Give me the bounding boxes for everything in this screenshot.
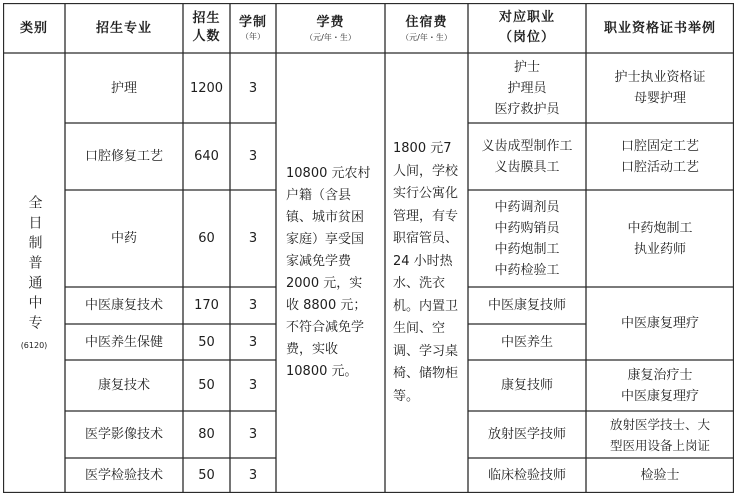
table-row-certs: 中医康复理疗 xyxy=(620,316,699,331)
table-row-major: 中药 xyxy=(110,231,137,246)
table-row-certs: 护士执业资格证 母婴护理 xyxy=(614,70,706,106)
category-name: 全日制普通中专 xyxy=(26,195,43,335)
table-row-years: 3 xyxy=(248,298,258,313)
table-row-major: 中医养生保健 xyxy=(84,334,163,350)
dorm-fee-cell xyxy=(385,53,468,493)
table-row-major: 中医康复技术 xyxy=(84,298,163,313)
table-row-major: 康复技术 xyxy=(97,378,150,393)
table-row-count: 80 xyxy=(198,427,215,442)
table-row-certs: 检验士 xyxy=(640,468,680,483)
header-jobs: 对应职业 （岗位） xyxy=(498,10,555,45)
table-row-years: 3 xyxy=(248,334,258,350)
tuition-cell xyxy=(276,53,385,493)
category-cell xyxy=(3,53,65,493)
table-row-count: 50 xyxy=(198,468,215,483)
header-certificates: 职业资格证书举例 xyxy=(603,20,716,36)
table-row-years: 3 xyxy=(248,231,258,246)
table-row-count: 50 xyxy=(198,378,215,393)
table-row-certs: 康复治疗士 中医康复理疗 xyxy=(620,367,699,404)
table-row-certs: 口腔固定工艺 口腔活动工艺 xyxy=(620,138,699,175)
table-row-jobs: 中医养生 xyxy=(500,334,553,350)
table-row-jobs: 中医康复技师 xyxy=(487,298,566,313)
table-row-count: 60 xyxy=(198,231,215,246)
table-row-count: 50 xyxy=(198,334,215,350)
table-row-certs: 中药炮制工 执业药师 xyxy=(627,220,693,257)
table-row-jobs: 康复技师 xyxy=(500,378,553,393)
table-row-certs: 放射医学技士、大 型医用设备上岗证 xyxy=(609,416,710,453)
table-row-years: 3 xyxy=(248,427,258,442)
table-row-jobs: 护士 护理员 医疗救护员 xyxy=(494,59,560,117)
table-row-count: 170 xyxy=(194,298,219,313)
table-row-major: 医学影像技术 xyxy=(84,427,163,442)
table-row-count: 640 xyxy=(194,149,219,164)
table-row-major: 医学检验技术 xyxy=(84,468,163,483)
category-code: (6120) xyxy=(20,341,48,350)
header-duration: 学制 （年） xyxy=(238,15,267,41)
header-major: 招生专业 xyxy=(95,20,152,36)
header-category: 类别 xyxy=(19,20,48,36)
table-row-years: 3 xyxy=(248,468,258,483)
enrollment-table xyxy=(3,3,734,493)
header-tuition: 学费 （元/年・生） xyxy=(305,15,356,42)
table-row-jobs: 中药调剂员 中药购销员 中药炮制工 中药检验工 xyxy=(494,199,560,278)
header-enroll-count: 招生 人数 xyxy=(192,11,221,44)
table-row-years: 3 xyxy=(248,149,258,164)
table-row-major: 护理 xyxy=(110,80,137,96)
dorm-fee-text: 1800 元7 人间，学校实行公寓化管理，有专职宿管员、24 小时热水、洗衣机。内置卫生间、空调、学习桌椅、储物柜等。 xyxy=(393,141,459,404)
header-dorm-fee: 住宿费 （元/年・生） xyxy=(401,15,452,42)
table-row-count: 1200 xyxy=(189,80,224,96)
table-row-jobs: 放射医学技师 xyxy=(487,427,566,442)
table-row-jobs: 临床检验技师 xyxy=(487,468,566,483)
tuition-text: 10800 元农村户籍（含县镇、城市贫困家庭）享受国家减免学费 2000 元，实收 8800 元；不符合减免学费，实收 10800 元。 xyxy=(286,166,371,379)
table-row-major: 口腔修复工艺 xyxy=(84,149,163,164)
table-row-jobs: 义齿成型制作工 义齿膜具工 xyxy=(481,138,573,175)
table-row-years: 3 xyxy=(248,80,258,96)
table-row-years: 3 xyxy=(248,378,258,393)
